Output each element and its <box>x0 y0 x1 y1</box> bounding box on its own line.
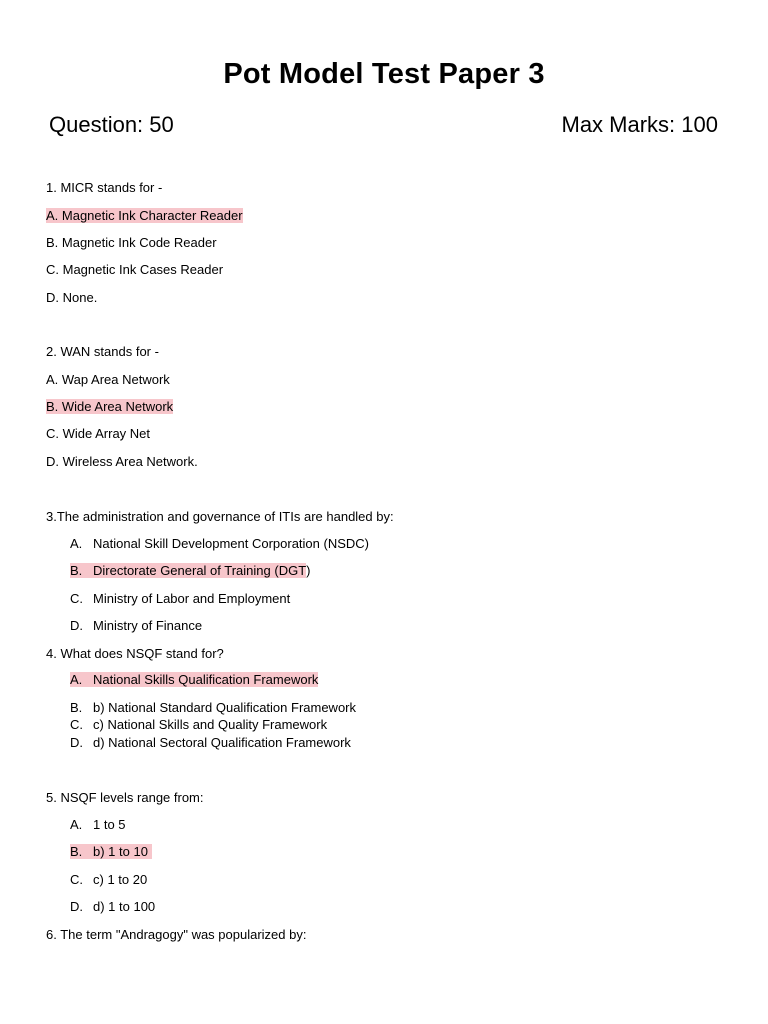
option-letter: A. <box>70 672 83 687</box>
q2-option-d: D. Wireless Area Network. <box>46 454 198 469</box>
option-letter: A. <box>70 817 83 832</box>
option-text: c) 1 to 20 <box>93 872 148 887</box>
option-text: b) National Standard Qualification Framework <box>93 700 357 715</box>
q1-option-b: B. Magnetic Ink Code Reader <box>46 235 217 250</box>
option-text: 1 to 5 <box>93 817 126 832</box>
option-letter: B. <box>70 700 83 715</box>
option-text: National Skills Qualification Framework <box>93 672 319 687</box>
question-4: 4. What does NSQF stand for? <box>46 646 224 661</box>
q1-option-c: C. Magnetic Ink Cases Reader <box>46 262 224 277</box>
q3-option-a <box>70 536 400 551</box>
question-5: 5. NSQF levels range from: <box>46 790 204 805</box>
option-letter: C. <box>70 872 83 887</box>
question-3: 3.The administration and governance of ITIs are handled by: <box>46 509 394 524</box>
option-letter: C. <box>70 717 83 732</box>
q1-option-d: D. None. <box>46 290 98 305</box>
question-1: 1. MICR stands for - <box>46 180 163 195</box>
option-text-suffix: ) <box>306 563 311 578</box>
option-text: Ministry of Labor and Employment <box>93 591 291 606</box>
option-text: b) 1 to 10 <box>93 844 148 859</box>
option-text: Ministry of Finance <box>93 618 203 633</box>
question-2: 2. WAN stands for - <box>46 344 159 359</box>
page-title: Pot Model Test Paper 3 <box>223 58 545 90</box>
q1-option-a-correct: A. Magnetic Ink Character Reader <box>46 208 243 223</box>
q5-option-c <box>70 872 190 887</box>
q2-option-a: A. Wap Area Network <box>46 372 170 387</box>
option-letter: B. <box>70 563 83 578</box>
option-text-main: Directorate General of Training (DGT <box>93 563 307 578</box>
option-letter: D. <box>70 899 83 914</box>
q2-option-c: C. Wide Array Net <box>46 426 151 441</box>
option-text: d) 1 to 100 <box>93 899 156 914</box>
option-letter: A. <box>70 536 83 551</box>
max-marks: Max Marks: 100 <box>561 112 718 137</box>
q4-option-c <box>70 717 390 732</box>
question-6: 6. The term "Andragogy" was popularized by: <box>46 927 307 942</box>
q3-option-b-correct <box>70 563 330 578</box>
option-text: d) National Sectoral Qualification Framework <box>93 735 351 750</box>
option-text: National Skill Development Corporation (NSDC) <box>93 536 369 551</box>
option-letter: B. <box>70 844 83 859</box>
q4-option-b <box>70 700 390 715</box>
option-text: c) National Skills and Quality Framework <box>93 717 328 732</box>
q3-option-c <box>70 591 330 606</box>
option-letter: D. <box>70 618 83 633</box>
question-count: Question: 50 <box>49 112 174 137</box>
option-text <box>93 563 310 578</box>
q2-option-b-correct: B. Wide Area Network <box>46 399 174 414</box>
q5-option-d <box>70 899 190 914</box>
q5-option-b-correct <box>70 844 190 859</box>
q4-option-d <box>70 735 390 750</box>
q4-option-a-correct <box>70 672 370 687</box>
q5-option-a <box>70 817 190 832</box>
option-letter: D. <box>70 735 83 750</box>
q3-option-d <box>70 618 270 633</box>
option-letter: C. <box>70 591 83 606</box>
